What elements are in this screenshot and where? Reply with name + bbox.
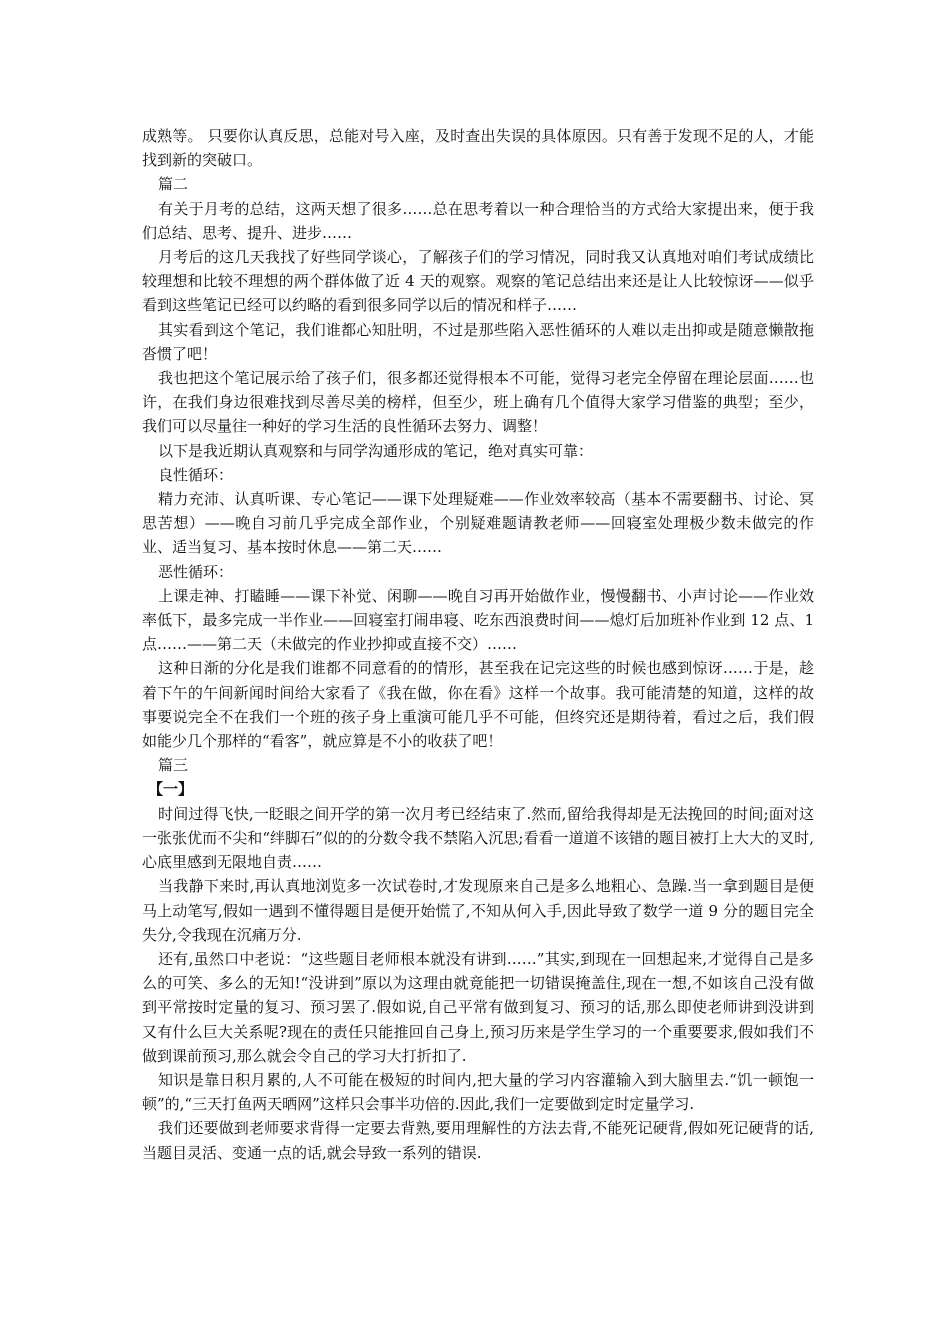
- paragraph: 上课走神、打瞌睡——课下补觉、闲聊——晚自习再开始做作业，慢慢翻书、小声讨论——作业效率低下，最多完成一半作业——回寝室打闹串寝、吃东西浪费时间——熄灯后加班补作业到 12 点、1 点……——第二天（未做完的作业抄抑或直接不交）……: [142, 586, 814, 654]
- section-heading-3: 篇三: [158, 756, 189, 775]
- subsection-heading: 【一】: [148, 780, 194, 799]
- paragraph: 有关于月考的总结，这两天想了很多……总在思考着以一种合理恰当的方式给大家提出来，便于我们总结、思考、提升、进步……: [142, 199, 814, 242]
- paragraph-intro-continuation: 成熟等。 只要你认真反思，总能对号入座，及时查出失误的具体原因。只有善于发现不足的人，才能找到新的突破口。: [142, 127, 814, 170]
- paragraph: 这种日渐的分化是我们谁都不同意看的的情形，甚至我在记完这些的时候也感到惊讶……于是，趁着下午的午间新闻时间给大家看了《我在做，你在看》这样一个故事。我可能清楚的知道，这样的故事要说完全不在我们一个班的孩子身上重演可能几乎不可能，但终究还是期待着，看过之后，我们假如能少几个那样的“看客”，就应算是不小的收获了吧！: [142, 659, 814, 751]
- paragraph: 我们还要做到老师要求背得一定要去背熟,要用理解性的方法去背,不能死记硬背,假如死记硬背的话,当题目灵活、变通一点的话,就会导致一系列的错误.: [142, 1119, 814, 1162]
- paragraph: 我也把这个笔记展示给了孩子们，很多都还觉得根本不可能，觉得习老完全停留在理论层面……也许，在我们身边很难找到尽善尽美的榜样，但至少，班上确有几个值得大家学习借鉴的典型；至少，我们可以尽量往一种好的学习生活的良性循环去努力、调整！: [142, 369, 814, 436]
- paragraph: 以下是我近期认真观察和与同学沟通形成的笔记，绝对真实可靠：: [158, 441, 594, 460]
- section-heading-2: 篇二: [158, 175, 189, 194]
- paragraph: 精力充沛、认真听课、专心笔记——课下处理疑难——作业效率较高（基本不需要翻书、讨论、冥思苦想）——晚自习前几乎完成全部作业，个别疑难题请教老师——回寝室处理极少数未做完的作业、适当复习、基本按时休息——第二天……: [142, 490, 814, 557]
- label-good-cycle: 良性循环：: [158, 465, 234, 484]
- label-bad-cycle: 恶性循环：: [158, 562, 234, 581]
- paragraph: 知识是靠日积月累的,人不可能在极短的时间内,把大量的学习内容灌输入到大脑里去.“饥一顿饱一顿”的,“三天打鱼两天晒网”这样只会事半功倍的.因此,我们一定要做到定时定量学习.: [142, 1070, 814, 1114]
- paragraph: 当我静下来时,再认真地浏览多一次试卷时,才发现原来自己是多么地粗心、急躁.当一拿到题目是便马上动笔写,假如一遇到不懂得题目是便开始慌了,不知从何入手,因此导致了数学一道 9 分的题目完全失分,令我现在沉痛万分.: [142, 877, 814, 944]
- paragraph: 月考后的这几天我找了好些同学谈心，了解孩子们的学习情况，同时我又认真地对咱们考试成绩比较理想和比较不理想的两个群体做了近 4 天的观察。观察的笔记总结出来还是让人比较惊讶——似乎看到这些笔记已经可以约略的看到很多同学以后的情况和样子……: [142, 248, 814, 315]
- paragraph: 还有,虽然口中老说：“这些题目老师根本就没有讲到……”其实,到现在一回想起来,才觉得自己是多么的可笑、多么的无知!“没讲到”原以为这理由就竟能把一切错误掩盖住,现在一想,不如该自己没有做到平常按时定量的复习、预习罢了.假如说,自己平常有做到复习、预习的话,那么即使老师讲到没讲到又有什么巨大关系呢?现在的责任只能推回自己身上,预习历来是学生学习的一个重要要求,假如我们不做到课前预习,那么就会令自己的学习大打折扣了.: [142, 949, 814, 1065]
- document-page: [142, 124, 814, 1165]
- paragraph: 时间过得飞快,一眨眼之间开学的第一次月考已经结束了.然而,留给我得却是无法挽回的时间;面对这一张张优而不尖和“绊脚石”似的的分数令我不禁陷入沉思;看看一道道不该错的题目被打上大大的叉时,心底里感到无限地自责……: [142, 804, 814, 872]
- paragraph: 其实看到这个笔记，我们谁都心知肚明，不过是那些陷入恶性循环的人难以走出抑或是随意懒散拖沓惯了吧！: [142, 320, 814, 363]
